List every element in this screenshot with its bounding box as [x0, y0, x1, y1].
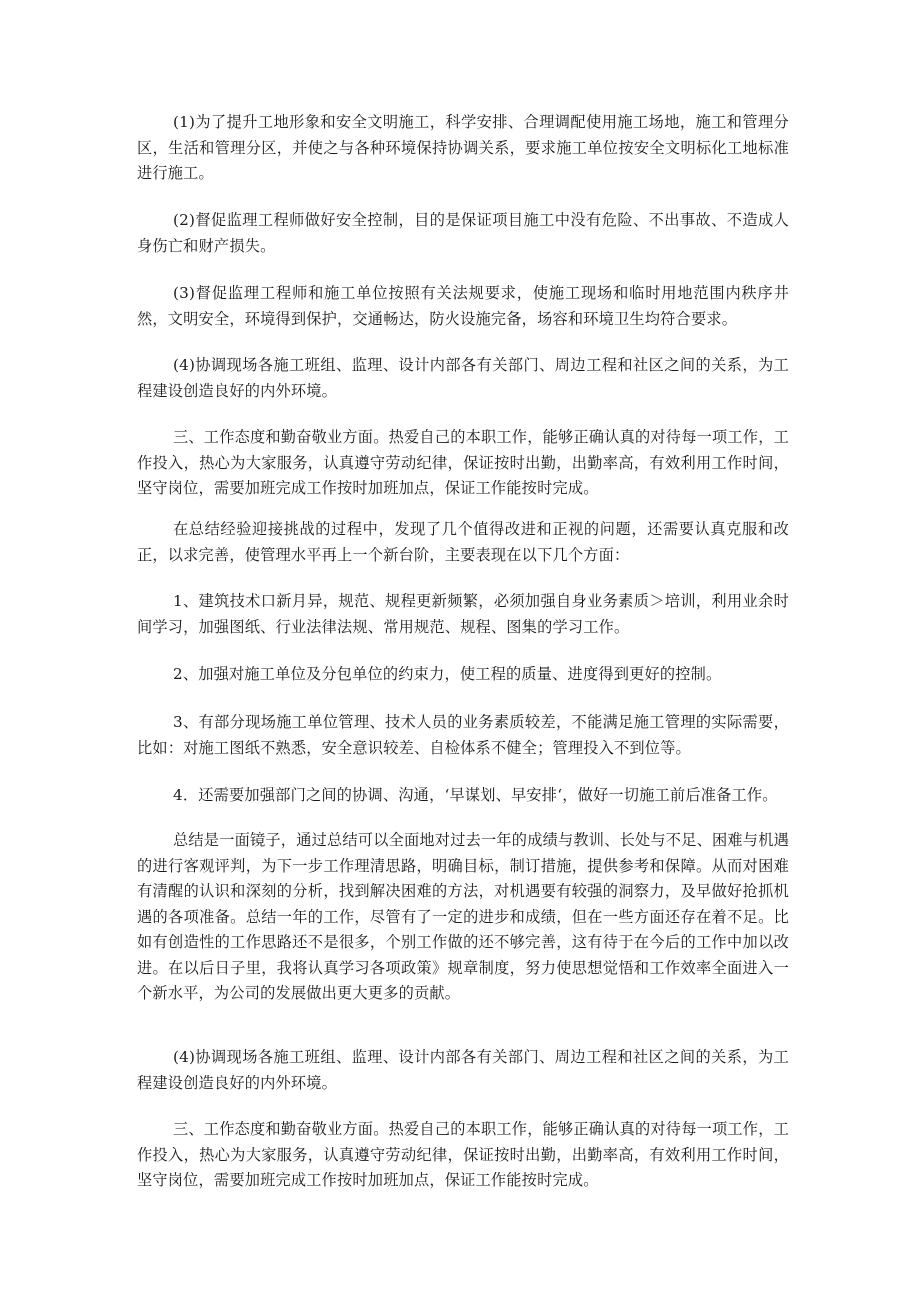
paragraph-safety-control: (2)督促监理工程师做好安全控制，目的是保证项目施工中没有危险、不出事故、不造成人身伤亡和财产损失。: [137, 211, 789, 255]
paragraph-work-attitude: 三、工作态度和勤奋敬业方面。热爱自己的本职工作，能够正确认真的对待每一项工作，工作投入，热心为大家服务，认真遵守劳动纪律，保证按时出勤，出勤率高，有效利用工作时间，坚守岗位，需要加班完成工作按时加班加点，保证工作能按时完成。: [137, 428, 789, 497]
list-item-2: 2、加强对施工单位及分包单位的约束力，使工程的质量、进度得到更好的控制。: [173, 665, 722, 683]
list-item-3: 3、有部分现场施工单位管理、技术人员的业务素质较差，不能满足施工管理的实际需要，比如：对施工图纸不熟悉，安全意识较差、自检体系不健全；管理投入不到位等。: [137, 713, 789, 757]
paragraph-coordination-repeat: (4)协调现场各施工班组、监理、设计内部各有关部门、周边工程和社区之间的关系，为工程建设创造良好的内外环境。: [137, 1048, 789, 1092]
paragraph-improvement-intro: 在总结经验迎接挑战的过程中，发现了几个值得改进和正视的问题，还需要认真克服和改正，以求完善，使管理水平再上一个新台阶，主要表现在以下几个方面：: [137, 520, 789, 564]
paragraph-site-order: (3)督促监理工程师和施工单位按照有关法规要求，使施工现场和临时用地范围内秩序井然，文明安全，环境得到保护，交通畅达，防火设施完备，场容和环境卫生均符合要求。: [137, 284, 789, 328]
paragraph-work-attitude-repeat: 三、工作态度和勤奋敬业方面。热爱自己的本职工作，能够正确认真的对待每一项工作，工作投入，热心为大家服务，认真遵守劳动纪律，保证按时出勤，出勤率高，有效利用工作时间，坚守岗位，需要加班完成工作按时加班加点，保证工作能按时完成。: [137, 1120, 789, 1189]
paragraph-coordination: (4)协调现场各施工班组、监理、设计内部各有关部门、周边工程和社区之间的关系，为工程建设创造良好的内外环境。: [137, 356, 789, 400]
paragraph-site-image: (1)为了提升工地形象和安全文明施工，科学安排、合理调配使用施工场地，施工和管理分区，生活和管理分区，并使之与各种环境保持协调关系，要求施工单位按安全文明标化工地标准进行施工。: [137, 113, 789, 182]
paragraph-summary: 总结是一面镜子，通过总结可以全面地对过去一年的成绩与教训、长处与不足、困难与机遇的进行客观评判，为下一步工作理清思路，明确目标，制订措施，提供参考和保障。从而对困难有清醒的认识和深刻的分析，找到解决困难的方法，对机遇要有较强的洞察力，及早做好抢抓机遇的各项准备。总结一年的工作，尽管有了一定的进步和成绩，但在一些方面还存在着不足。比如有创造性的工作思路还不是很多，个别工作做的还不够完善，这有待于在今后的工作中加以改进。在以后日子里，我将认真学习各项政策》规章制度，努力使思想觉悟和工作效率全面进入一个新水平，为公司的发展做出更大更多的贡献。: [137, 831, 789, 1002]
list-item-4: 4．还需要加强部门之间的协调、沟通，‘早谋划、早安排‘，做好一切施工前后准备工作。: [173, 786, 778, 804]
list-item-1: 1、建筑技术口新月异，规范、规程更新频繁，必须加强自身业务素质＞培训，利用业余时间学习，加强图纸、行业法律法规、常用规范、规程、图集的学习工作。: [137, 592, 789, 636]
